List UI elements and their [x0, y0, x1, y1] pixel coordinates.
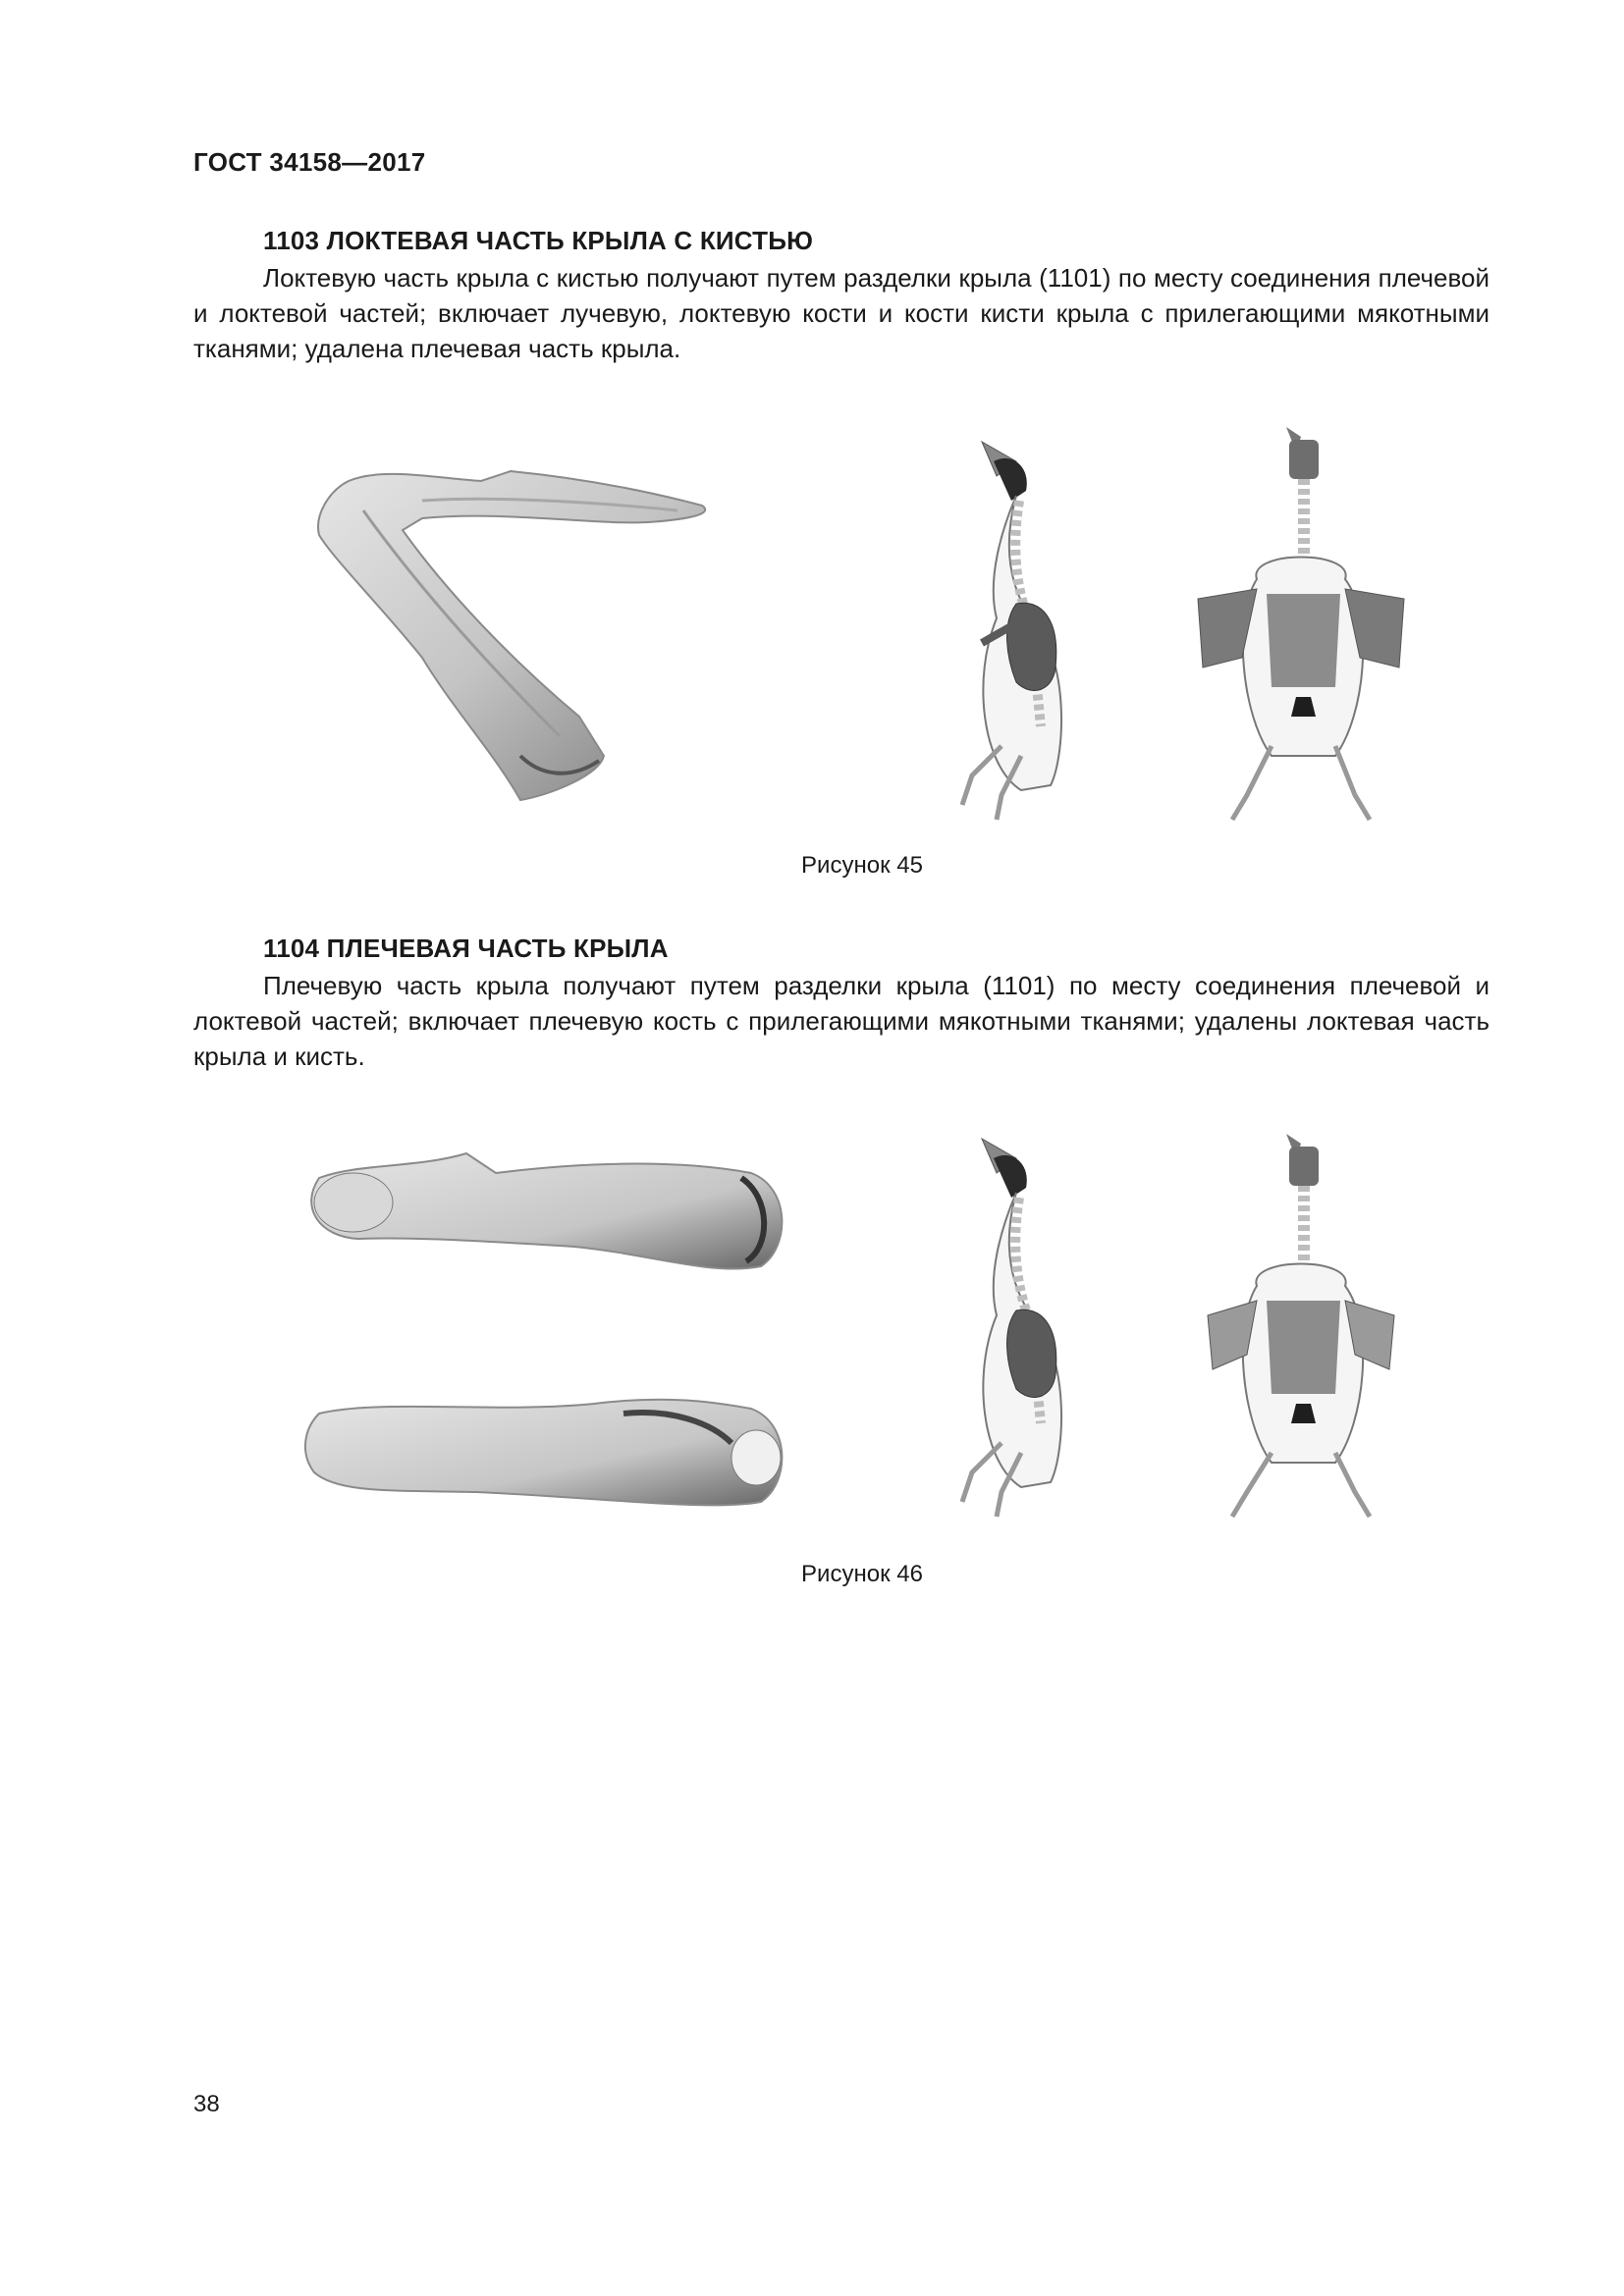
bird-skeleton-front-view-2 [1188, 1129, 1414, 1522]
standard-header: ГОСТ 34158—2017 [193, 147, 426, 177]
section-title-1104: 1104 ПЛЕЧЕВАЯ ЧАСТЬ КРЫЛА [263, 934, 669, 963]
section-text-1103: Локтевую часть крыла с кистью получают путем разделки крыла (1101) по месту соединения плечевой и локтевой частей; включает лучевую, локтевую кости и кости кисти крыла с прилегающими мякотными тканями; удалена плечевая часть крыла. [193, 263, 1489, 363]
figure-46-caption: Рисунок 46 [801, 1561, 923, 1587]
section-title-1103: 1103 ЛОКТЕВАЯ ЧАСТЬ КРЫЛА С КИСТЬЮ [263, 226, 814, 255]
wing-upper-photo-bottom [299, 1384, 790, 1522]
page-number: 38 [193, 2091, 220, 2117]
figure-45-caption: Рисунок 45 [801, 852, 923, 879]
bird-skeleton-side-view [943, 432, 1110, 825]
wing-forearm-photo [304, 461, 736, 805]
section-text-1104: Плечевую часть крыла получают путем разделки крыла (1101) по месту соединения плечевой и локтевой частей; включает плечевую кость с прилегающими мякотными тканями; удалены локтевая часть крыла и кисть. [193, 971, 1489, 1071]
bird-skeleton-front-view [1188, 422, 1414, 825]
wing-upper-photo-top [299, 1139, 790, 1286]
bird-skeleton-side-view-2 [943, 1129, 1110, 1522]
